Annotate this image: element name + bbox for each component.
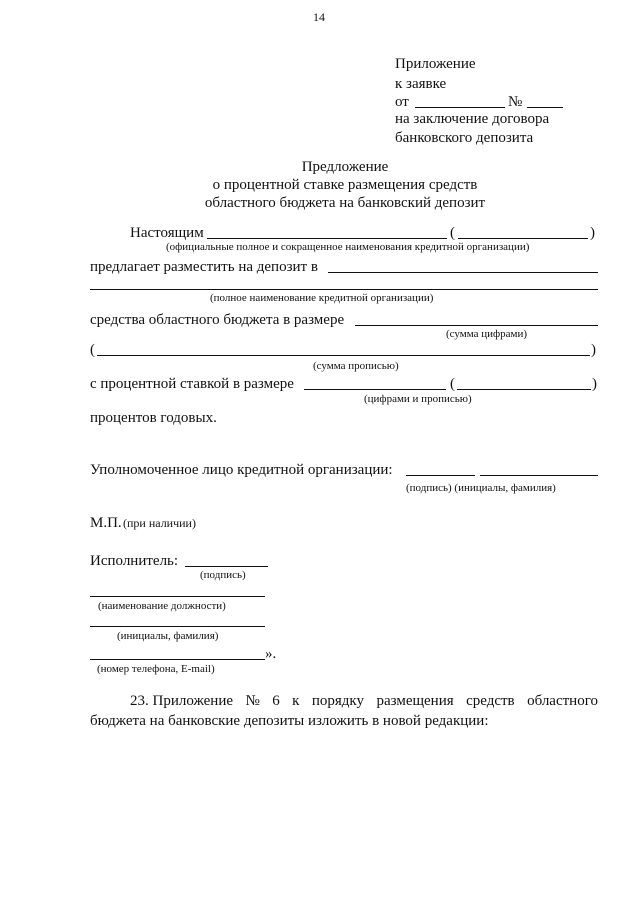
rate-label: с процентной ставкой в размере [90,376,294,392]
percent-label: процентов годовых. [90,410,217,426]
rate-digits-line [304,389,446,390]
appendix-line-4: на заключение договора [395,111,550,127]
official-name-line [207,238,447,239]
appendix-line-1: Приложение [395,56,476,72]
stamp-hint: (при наличии) [123,516,196,530]
hint-phone: (номер телефона, E-mail) [97,663,215,675]
authorized-label: Уполномоченное лицо кредитной организации: [90,462,393,478]
paragraph-word: 23. Приложение [130,693,234,709]
appendix-number-line [527,107,563,108]
executor-label: Исполнитель: [90,553,179,569]
paragraph-word: № [245,693,260,709]
paragraph-word: порядку [311,693,365,709]
appendix-line-5: банковского депозита [395,130,534,146]
paragraph-word: средств [466,693,515,709]
appendix-number-label: № [508,94,523,110]
closing-quote: ». [265,646,277,662]
deposit-bank-line [328,272,598,273]
paragraph-line-2: бюджета на банковские депозиты изложить в новой редакции: [90,713,489,729]
rate-words-line [457,389,591,390]
hint-digits-words: (цифрами и прописью) [364,393,472,405]
sum-words-open-paren: ( [90,342,95,358]
authorized-name-line [480,475,598,476]
close-paren: ) [590,225,595,241]
paragraph-word: размещения [376,693,454,709]
paragraph-word: к [292,693,300,709]
hint-initials: (инициалы, фамилия) [117,630,219,642]
hint-sum-digits: (сумма цифрами) [446,328,528,340]
appendix-from-label: от [395,94,409,110]
hint-signature-initials: (подпись) (инициалы, фамилия) [406,482,556,494]
sum-words-line [97,355,590,356]
deposit-bank-line-2 [90,289,598,290]
hint-signature: (подпись) [200,569,246,581]
rate-close-paren: ) [592,376,597,392]
executor-signature-line [185,566,268,567]
title-line-3: областного бюджета на банковский депозит [204,195,486,211]
page-number: 14 [313,10,325,24]
hint-position: (наименование должности) [98,600,226,612]
sum-digits-line [355,325,598,326]
hint-official-name: (официальные полное и сокращенное наименования кредитной организации) [166,241,530,253]
open-paren: ( [450,225,455,241]
hint-sum-words: (сумма прописью) [313,360,399,372]
phone-line [90,659,265,660]
title-line-1: Предложение [301,159,389,175]
title-line-2: о процентной ставке размещения средств [212,177,478,193]
short-name-line [458,238,588,239]
present-label: Настоящим [130,225,204,241]
position-line [90,596,265,597]
appendix-date-line [415,107,505,108]
funds-label: средства областного бюджета в размере [90,312,345,328]
hint-full-name: (полное наименование кредитной организации) [210,292,434,304]
authorized-signature-line [406,475,475,476]
offers-label: предлагает разместить на депозит в [90,259,318,275]
stamp-label: М.П. [90,515,122,531]
sum-words-close-paren: ) [591,342,596,358]
paragraph-word: областного [527,693,598,709]
paragraph-line-1 [130,692,598,710]
paragraph-word: 6 [272,693,280,709]
rate-open-paren: ( [450,376,455,392]
initials-line [90,626,265,627]
appendix-line-2: к заявке [395,76,447,92]
